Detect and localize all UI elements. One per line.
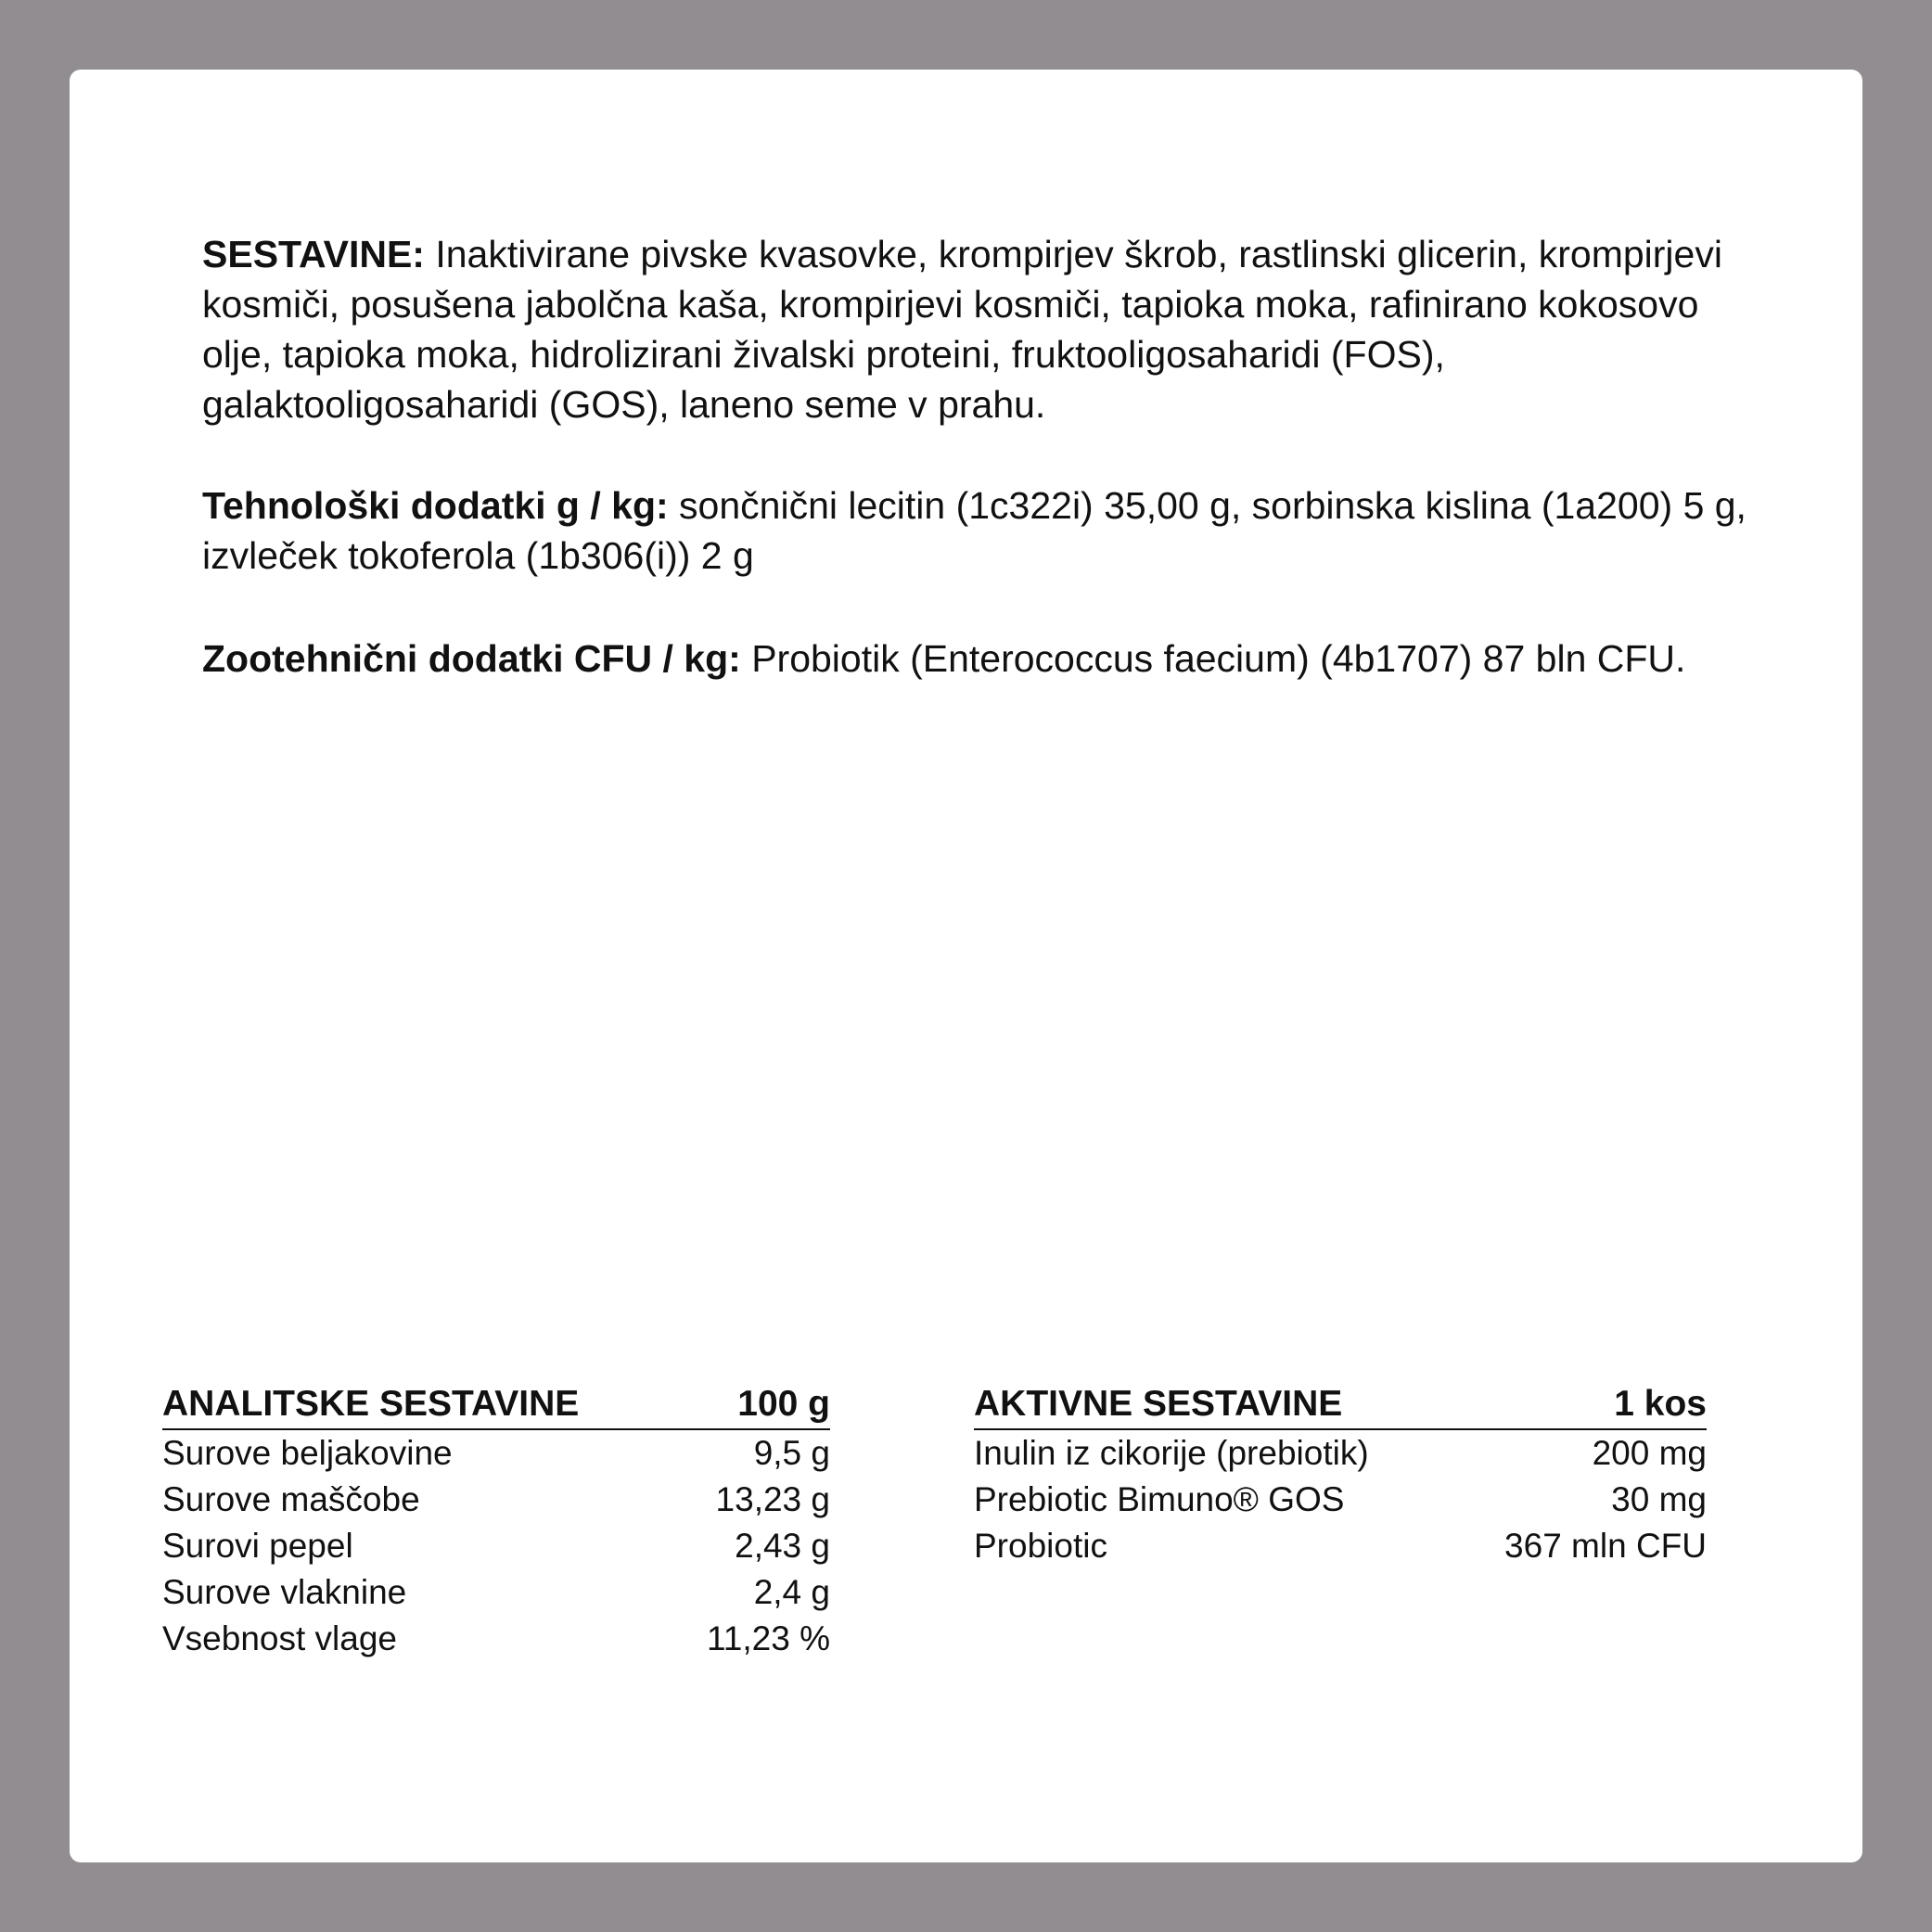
row-value: 11,23 % bbox=[706, 1619, 830, 1657]
active-table-unit: 1 kos bbox=[1614, 1384, 1707, 1424]
technological-additives-paragraph bbox=[202, 480, 1760, 581]
table-row bbox=[974, 1430, 1707, 1477]
ingredients-text: Inaktivirane pivske kvasovke, krompirjev škrob, rastlinski glicerin, krompirjevi kosmiči, posušena jabolčna kaša, krompirjevi kosmiči, tapioka moka, rafinirano kokosovo olje, tapioka moka, hidrolizirani živalski proteini, fruktooligosaharidi (FOS), galaktooligosaharidi (GOS), laneno seme v prahu. bbox=[202, 233, 1722, 426]
zootechnical-additives-label: Zootehnični dodatki CFU / kg: bbox=[202, 637, 741, 680]
table-row bbox=[162, 1569, 830, 1616]
table-row bbox=[974, 1523, 1707, 1569]
table-row bbox=[162, 1430, 830, 1477]
row-value: 13,23 g bbox=[715, 1480, 830, 1518]
technological-additives-label: Tehnološki dodatki g / kg: bbox=[202, 484, 669, 527]
row-value: 2,4 g bbox=[753, 1573, 830, 1611]
row-name: Surove maščobe bbox=[162, 1480, 420, 1518]
technological-additives-text: sončnični lecitin (1c322i) 35,00 g, sorbinska kislina (1a200) 5 g, izvleček tokoferola (1b306(i)) 2 g bbox=[202, 484, 1746, 577]
active-table-title: AKTIVNE SESTAVINE bbox=[974, 1384, 1343, 1424]
row-name: Surovi pepel bbox=[162, 1527, 353, 1565]
row-value: 30 mg bbox=[1611, 1480, 1707, 1518]
row-value: 9,5 g bbox=[753, 1434, 830, 1472]
table-row bbox=[974, 1477, 1707, 1523]
analytic-table-header bbox=[162, 1382, 830, 1430]
table-row bbox=[162, 1523, 830, 1569]
analytic-table-title: ANALITSKE SESTAVINE bbox=[162, 1384, 580, 1424]
row-value: 2,43 g bbox=[735, 1527, 830, 1565]
table-row bbox=[162, 1477, 830, 1523]
row-value: 367 mln CFU bbox=[1504, 1527, 1707, 1565]
row-name: Surove vlaknine bbox=[162, 1573, 407, 1611]
row-value: 200 mg bbox=[1592, 1434, 1707, 1472]
table-row bbox=[162, 1616, 830, 1662]
row-name: Probiotic bbox=[974, 1527, 1107, 1565]
active-ingredients-table bbox=[974, 1382, 1707, 1569]
zootechnical-additives-paragraph bbox=[202, 633, 1760, 684]
row-name: Vsebnost vlage bbox=[162, 1619, 398, 1657]
zootechnical-additives-text: Probiotik (Enterococcus faecium) (4b1707) 87 bln CFU. bbox=[740, 637, 1686, 680]
row-name: Surove beljakovine bbox=[162, 1434, 453, 1472]
active-table-header bbox=[974, 1382, 1707, 1430]
analytic-table-unit: 100 g bbox=[737, 1384, 830, 1424]
ingredients-label: SESTAVINE: bbox=[202, 233, 425, 275]
row-name: Inulin iz cikorije (prebiotik) bbox=[974, 1434, 1369, 1472]
ingredients-paragraph bbox=[202, 229, 1760, 429]
row-name: Prebiotic Bimuno® GOS bbox=[974, 1480, 1345, 1518]
analytic-constituents-table bbox=[162, 1382, 830, 1662]
